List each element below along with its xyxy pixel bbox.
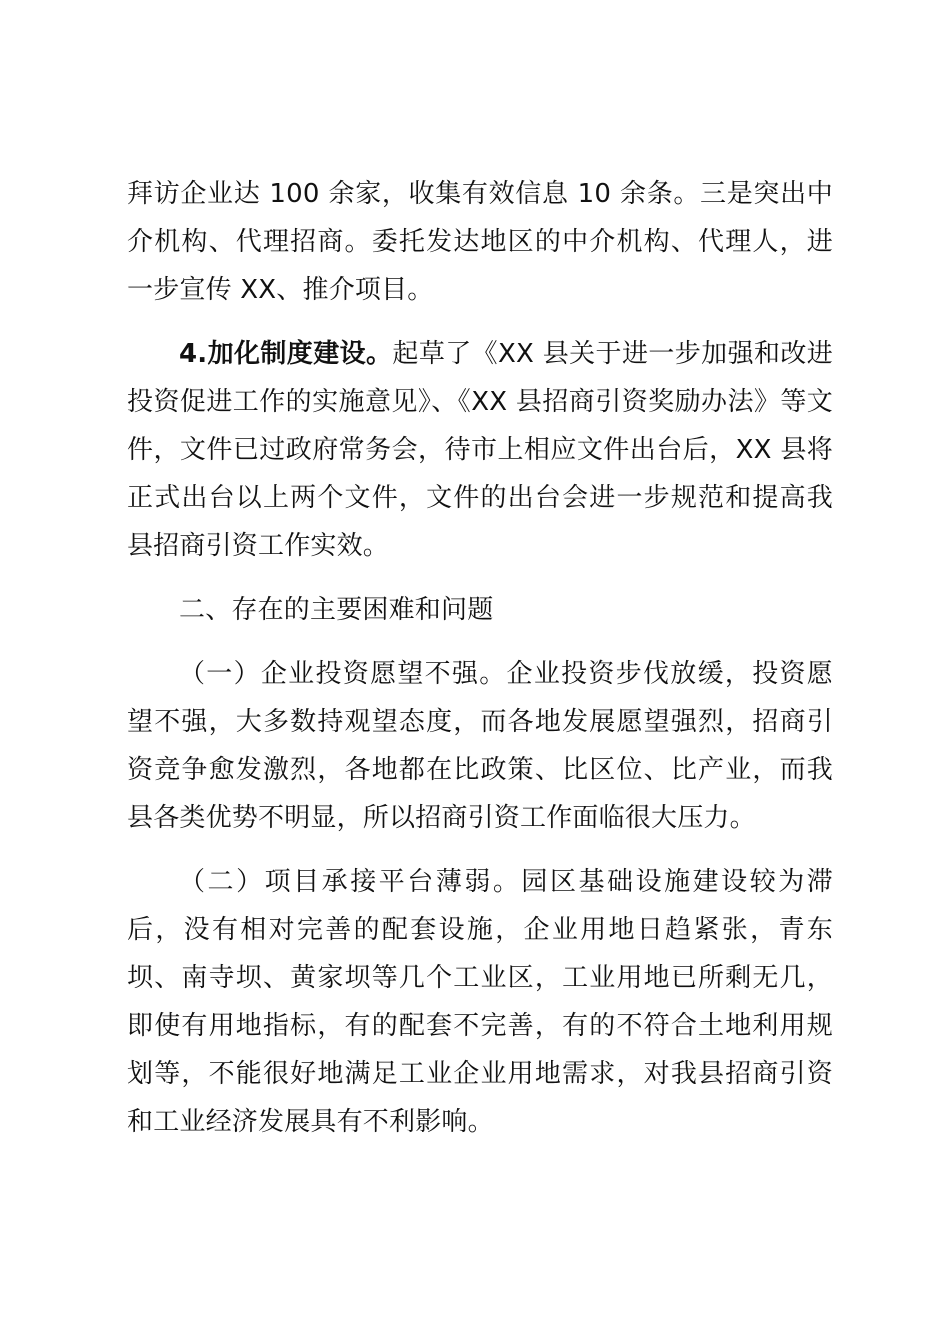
paragraph-system-building	[127, 330, 833, 570]
document-page	[127, 170, 833, 1162]
paragraph-lead-bold: 4.加化制度建设。	[179, 339, 393, 369]
problem-paragraph-2: （二）项目承接平台薄弱。园区基础设施建设较为滞后，没有相对完善的配套设施，企业用地日趋紧张，青东坝、南寺坝、黄家坝等几个工业区，工业用地已所剩无几，即使有用地指标，有的配套不完善，有的不符合土地利用规划等，不能很好地满足工业企业用地需求，对我县招商引资和工业经济发展具有不利影响。	[127, 867, 833, 1137]
section-heading: 二、存在的主要困难和问题	[179, 595, 494, 625]
paragraph-continuation: 拜访企业达 100 余家，收集有效信息 10 余条。三是突出中介机构、代理招商。委托发达地区的中介机构、代理人，进一步宣传 XX、推介项目。	[127, 179, 833, 305]
paragraph-body: 起草了《XX 县关于进一步加强和改进投资促进工作的实施意见》、《XX 县招商引资奖励办法》等文件，文件已过政府常务会，待市上相应文件出台后，XX 县将正式出台以上两个文件，文件的出台会进一步规范和提高我县招商引资工作实效。	[127, 339, 833, 561]
problem-paragraph-1: （一）企业投资愿望不强。企业投资步伐放缓，投资愿望不强，大多数持观望态度，而各地发展愿望强烈，招商引资竞争愈发激烈，各地都在比政策、比区位、比产业，而我县各类优势不明显，所以招商引资工作面临很大压力。	[127, 659, 833, 833]
